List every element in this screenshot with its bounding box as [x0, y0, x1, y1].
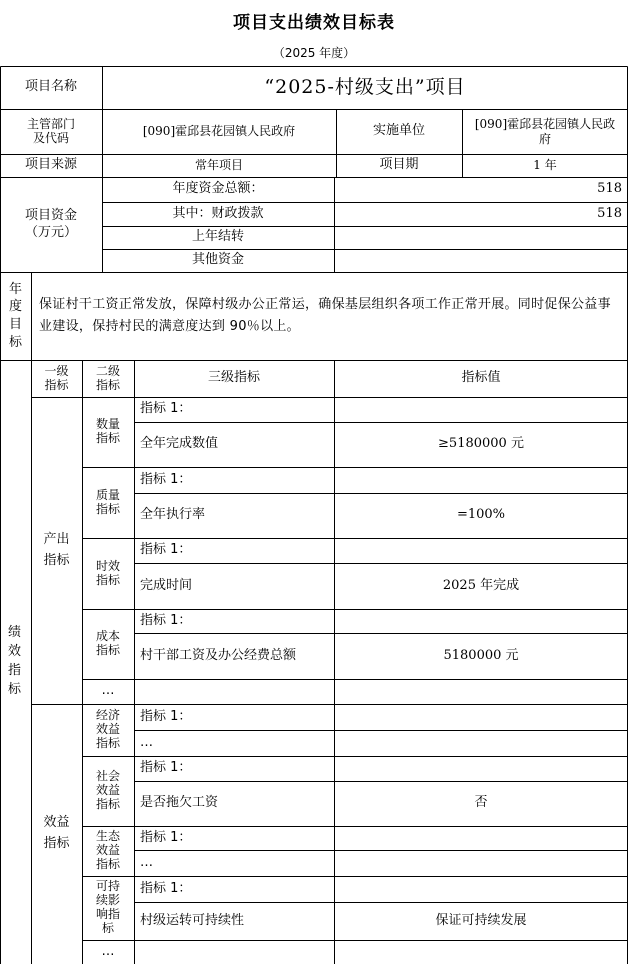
- timeliness-value: 2025 年完成: [442, 577, 520, 593]
- quality-indicator-1: 指标 1：: [140, 471, 192, 487]
- annual-goal-text: 保证村干工资正常发放，保障村级办公正常运，确保基层组织各项工作正常开展。同时促保公益事业建设，保持村民的满意度达到 90％以上。: [39, 296, 611, 334]
- funds-other-value: [334, 249, 628, 272]
- impl-unit-label: 实施单位: [372, 123, 425, 139]
- funds-total-value: 518: [597, 181, 622, 197]
- year-subtitle: （2025 年度）: [272, 46, 356, 60]
- ecological-ellipsis: …: [140, 854, 153, 870]
- quantity-indicator-1: 指标 1：: [140, 401, 192, 417]
- funds-label: 项目资金（万元）: [24, 208, 77, 240]
- cost-name: 村干部工资及办公经费总额: [140, 647, 297, 663]
- quality-label: 质量指标: [95, 487, 120, 516]
- dept-label: 主管部门及代码: [26, 116, 75, 145]
- economic-ellipsis: …: [140, 734, 153, 750]
- sustainable-indicator-1: 指标 1：: [140, 880, 192, 896]
- cost-indicator-1: 指标 1：: [140, 612, 192, 628]
- project-name-label: 项目名称: [24, 79, 77, 95]
- project-name-value: “2025-村级支出”项目: [264, 75, 466, 98]
- output-ellipsis: …: [101, 683, 115, 699]
- ecological-label: 生态效益指标: [95, 829, 120, 871]
- period-label: 项目期: [379, 157, 419, 173]
- economic-indicator-1: 指标 1：: [140, 708, 192, 724]
- header-level1: 一级指标: [44, 363, 69, 392]
- social-indicator-1: 指标 1：: [140, 760, 192, 776]
- header-level3: 三级指标: [207, 370, 260, 386]
- dept-value: [090]霍邱县花园镇人民政府: [142, 124, 296, 138]
- funds-carryover-label: 上年结转: [191, 229, 244, 245]
- economic-label: 经济效益指标: [95, 708, 120, 750]
- page-title: 项目支出绩效目标表: [233, 13, 395, 33]
- source-value: 常年项目: [194, 158, 243, 172]
- impl-unit-value: [090]霍邱县花园镇人民政府: [474, 116, 616, 146]
- ecological-indicator-1: 指标 1：: [140, 829, 192, 845]
- social-label: 社会效益指标: [95, 769, 120, 811]
- sustainable-value: 保证可持续发展: [435, 912, 527, 928]
- cost-label: 成本指标: [95, 629, 120, 657]
- timeliness-indicator-1: 指标 1：: [140, 542, 192, 558]
- quality-name: 全年执行率: [140, 507, 206, 523]
- benefit-indicator-label: 效益指标: [43, 815, 70, 851]
- funds-total-label: 年度资金总额：: [172, 181, 264, 197]
- quantity-value: ≥5180000 元: [438, 436, 524, 452]
- social-value: 否: [474, 795, 488, 811]
- quality-value: =100%: [456, 507, 506, 523]
- timeliness-label: 时效指标: [95, 558, 120, 587]
- cost-value: 5180000 元: [443, 647, 519, 663]
- timeliness-name: 完成时间: [140, 577, 193, 593]
- header-value: 指标值: [461, 370, 501, 386]
- period-value: 1 年: [533, 158, 557, 172]
- funds-fiscal-value: 518: [597, 205, 622, 221]
- sustainable-label: 可持续影响指标: [95, 879, 120, 935]
- sustainable-name: 村级运转可持续性: [140, 912, 245, 928]
- funds-carryover-value: [334, 226, 628, 249]
- funds-other-label: 其他资金: [191, 252, 244, 268]
- social-name: 是否拖欠工资: [140, 795, 219, 811]
- performance-label: 绩效指标: [8, 625, 24, 697]
- header-level2: 二级指标: [95, 363, 120, 392]
- funds-fiscal-label: 其中：财政拨款: [172, 205, 264, 221]
- benefit-ellipsis: …: [101, 943, 115, 959]
- output-indicator-label: 产出指标: [43, 531, 70, 568]
- quantity-name: 全年完成数值: [140, 436, 219, 452]
- annual-goal-label: 年度目标: [8, 281, 22, 350]
- quantity-label: 数量指标: [95, 417, 120, 445]
- source-label: 项目来源: [24, 157, 77, 173]
